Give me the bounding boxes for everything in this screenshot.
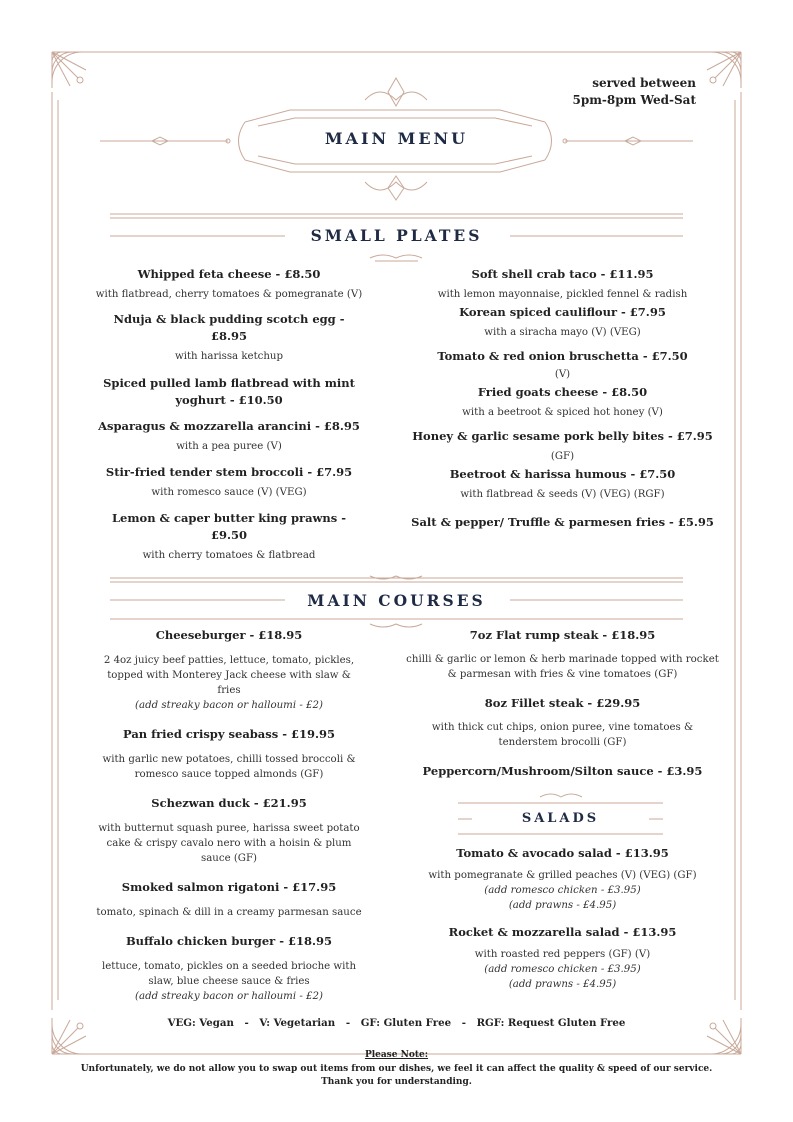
note-line-1: Unfortunately, we do not allow you to swap out items from our dishes, we feel it can affect the quality & speed of our service. [80, 1064, 713, 1074]
item-name: Whipped feta cheese - £8.50 [137, 267, 321, 281]
item-name: Smoked salmon rigatoni - £17.95 [121, 880, 337, 894]
menu-item [405, 384, 720, 420]
item-name: Tomato & red onion bruschetta - £7.50 [437, 349, 688, 363]
small-plates-left-column [95, 266, 363, 563]
item-name: Rocket & mozzarella salad - £13.95 [448, 925, 677, 939]
menu-item [405, 845, 720, 913]
item-name: Pan fried crispy seabass - £19.95 [123, 727, 335, 741]
menu-item [95, 726, 363, 782]
item-desc: with a beetroot & spiced hot honey (V) [462, 407, 663, 418]
item-desc: (GF) [550, 451, 575, 462]
item-desc: with flatbread & seeds (V) (VEG) (RGF) [460, 489, 665, 500]
item-note: (add streaky bacon or halloumi - £2) [135, 700, 323, 711]
corner-ornament-tr [705, 52, 741, 88]
item-name: 7oz Flat rump steak - £18.95 [469, 628, 656, 642]
item-name: Peppercorn/Mushroom/Silton sauce - £3.95 [422, 764, 703, 778]
menu-item [95, 375, 363, 409]
item-note: (add romesco chicken - £3.95) [484, 885, 641, 896]
note-body [60, 1063, 733, 1089]
section-title-small-plates: SMALL PLATES [310, 226, 483, 245]
menu-item [95, 795, 363, 866]
item-desc: with pomegranate & grilled peaches (V) (VEG) (GF) [428, 870, 697, 881]
menu-item [405, 763, 720, 780]
item-name: Cheeseburger - £18.95 [155, 628, 303, 642]
item-name: Schezwan duck - £21.95 [151, 796, 307, 810]
menu-item [405, 627, 720, 682]
item-desc: with flatbread, cherry tomatoes & pomegranate (V) [95, 289, 363, 300]
note-line-2: Thank you for understanding. [321, 1077, 472, 1087]
item-name: Stir-fried tender stem broccoli - £7.95 [105, 465, 353, 479]
menu-item [95, 266, 363, 302]
menu-item [95, 933, 363, 1004]
page-title: MAIN MENU [324, 129, 469, 148]
item-desc: with butternut squash puree, harissa sweet potato cake & crispy cavalo nero with a hoisin & plum sauce (GF) [98, 823, 360, 864]
salads-column [405, 845, 720, 992]
note-heading: Please Note: [364, 1050, 429, 1060]
menu-item [95, 311, 363, 364]
menu-item [405, 266, 720, 302]
menu-item [95, 510, 363, 563]
main-courses-right-column [405, 627, 720, 780]
item-desc: with cherry tomatoes & flatbread [142, 550, 316, 561]
menu-item [95, 879, 363, 920]
menu-item [405, 514, 720, 531]
item-name: Soft shell crab taco - £11.95 [471, 267, 654, 281]
item-desc: tomato, spinach & dill in a creamy parmesan sauce [96, 907, 362, 918]
item-name: Honey & garlic sesame pork belly bites - £7.95 [412, 429, 713, 443]
menu-item [95, 418, 363, 454]
item-note: (add romesco chicken - £3.95) [484, 964, 641, 975]
item-desc: chilli & garlic or lemon & herb marinade topped with rocket & parmesan with fries & vine tomatoes (GF) [406, 654, 719, 680]
section-title-main-courses: MAIN COURSES [307, 591, 486, 610]
item-desc: (V) [554, 369, 571, 380]
menu-item [405, 695, 720, 750]
item-name: Tomato & avocado salad - £13.95 [456, 846, 669, 860]
item-note: (add prawns - £4.95) [508, 900, 617, 911]
item-desc: with lemon mayonnaise, pickled fennel & radish [437, 289, 688, 300]
corner-ornament-tl [52, 52, 88, 88]
item-name: Asparagus & mozzarella arancini - £8.95 [98, 419, 360, 433]
item-name: Beetroot & harissa humous - £7.50 [449, 467, 676, 481]
menu-item [405, 348, 720, 382]
menu-item [405, 428, 720, 464]
item-desc: with romesco sauce (V) (VEG) [151, 487, 307, 498]
main-courses-left-column [95, 627, 363, 1004]
menu-item [405, 304, 720, 340]
menu-item [95, 464, 363, 500]
menu-item [95, 627, 363, 713]
item-desc: with harissa ketchup [174, 351, 284, 362]
item-name: Buffalo chicken burger - £18.95 [125, 934, 333, 948]
item-name: Nduja & black pudding scotch egg - £8.95 [113, 312, 345, 343]
dietary-legend: VEG: Vegan - V: Vegetarian - GF: Gluten Free - RGF: Request Gluten Free [167, 1017, 626, 1029]
menu-item [405, 466, 720, 502]
item-desc: with a pea puree (V) [176, 441, 282, 452]
item-name: 8oz Fillet steak - £29.95 [484, 696, 641, 710]
item-desc: with a siracha mayo (V) (VEG) [484, 327, 641, 338]
item-name: Salt & pepper/ Truffle & parmesen fries - £5.95 [411, 515, 714, 529]
small-plates-right-column [405, 266, 720, 531]
served-line-1: served between [592, 76, 696, 90]
item-desc: with roasted red peppers (GF) (V) [474, 949, 651, 960]
item-note: (add prawns - £4.95) [508, 979, 617, 990]
item-desc: with thick cut chips, onion puree, vine tomatoes & tenderstem brocolli (GF) [431, 722, 694, 748]
item-name: Lemon & caper butter king prawns - £9.50 [111, 511, 347, 542]
item-desc: 2 4oz juicy beef patties, lettuce, tomato, pickles, topped with Monterey Jack cheese with slaw & fries [103, 655, 355, 696]
served-line-2: 5pm-8pm Wed-Sat [572, 93, 696, 107]
item-desc: lettuce, tomato, pickles on a seeded brioche with slaw, blue cheese sauce & fries [101, 961, 357, 987]
item-name: Korean spiced cauliflour - £7.95 [459, 305, 666, 319]
section-title-salads: SALADS [521, 811, 600, 826]
item-name: Fried goats cheese - £8.50 [477, 385, 648, 399]
menu-item [405, 924, 720, 992]
item-note: (add streaky bacon or halloumi - £2) [135, 991, 323, 1002]
item-name: Spiced pulled lamb flatbread with mint yoghurt - £10.50 [103, 376, 355, 407]
item-desc: with garlic new potatoes, chilli tossed broccoli & romesco sauce topped almonds (GF) [102, 754, 356, 780]
service-hours [572, 75, 696, 109]
